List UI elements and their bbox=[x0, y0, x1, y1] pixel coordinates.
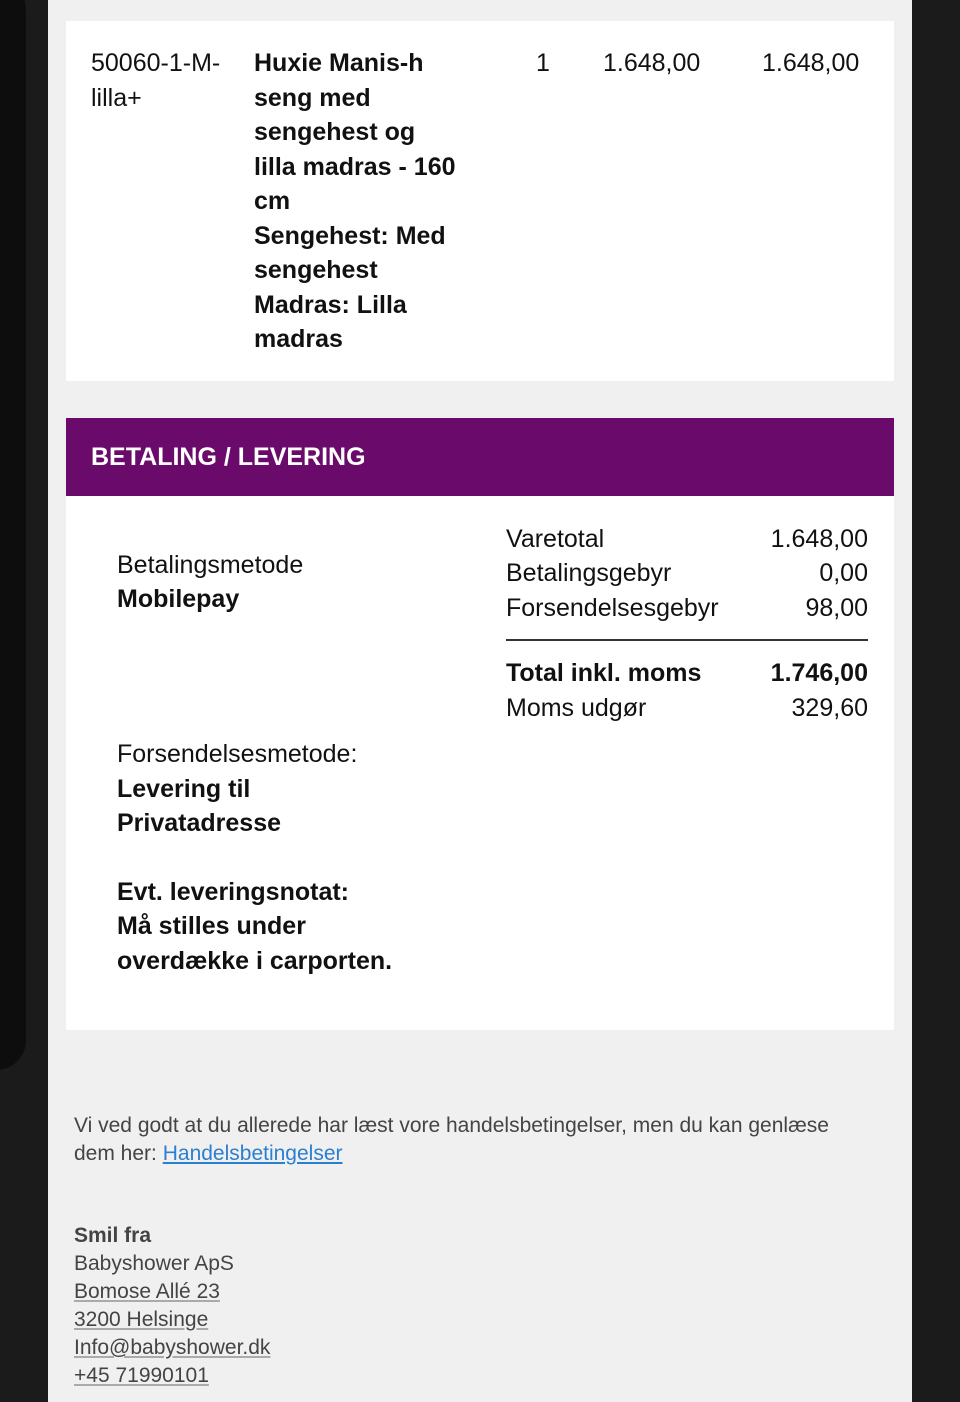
delivery-note-line1: Må stilles under bbox=[117, 912, 306, 940]
label: Forsendelsesgebyr bbox=[506, 594, 719, 622]
shipping-method-line2: Privatadresse bbox=[117, 809, 282, 837]
item-name bbox=[254, 46, 494, 357]
item-sku: 50060-1-M-lilla+ bbox=[91, 49, 221, 112]
item-name-line: Madras: Lilla bbox=[254, 290, 407, 319]
terms-link[interactable]: Handelsbetingelser bbox=[162, 1142, 343, 1165]
label: Total inkl. moms bbox=[506, 659, 702, 687]
payment-method-label: Betalingsmetode bbox=[117, 551, 304, 579]
company-address[interactable]: Bomose Allé 23 bbox=[74, 1280, 220, 1303]
shipping-method-line1: Levering til bbox=[117, 775, 251, 803]
terms-text bbox=[74, 1112, 829, 1168]
item-name-line: Sengehest: Med bbox=[254, 221, 446, 250]
order-line-item bbox=[66, 21, 894, 381]
item-unit-price: 1.648,00 bbox=[603, 49, 701, 77]
value: 1.746,00 bbox=[770, 659, 868, 687]
label: Varetotal bbox=[506, 525, 605, 553]
label: Betalingsgebyr bbox=[506, 559, 672, 587]
item-name-line: sengehest bbox=[254, 256, 378, 284]
value: 0,00 bbox=[819, 559, 868, 587]
greeting: Smil fra bbox=[74, 1224, 152, 1247]
payment-delivery-card bbox=[66, 496, 894, 1030]
item-name-line: sengehest og bbox=[254, 118, 416, 146]
terms-line1: Vi ved godt at du allerede har læst vore handelsbetingelser, men du kan genlæse bbox=[74, 1114, 829, 1137]
item-name-line: Huxie Manis-h bbox=[254, 49, 424, 77]
item-name-line: lilla madras - 160 bbox=[254, 152, 456, 181]
totals-row-vat bbox=[506, 691, 868, 726]
device-edge bbox=[0, 0, 26, 1070]
item-name-line: cm bbox=[254, 187, 291, 215]
payment-method-value: Mobilepay bbox=[117, 585, 240, 613]
signature bbox=[74, 1222, 270, 1390]
totals-divider bbox=[506, 639, 868, 641]
value: 329,60 bbox=[791, 694, 868, 722]
delivery-note-line2: overdække i carporten. bbox=[117, 947, 393, 975]
label: Moms udgør bbox=[506, 694, 647, 722]
totals-row-shipping-fee bbox=[506, 591, 868, 626]
totals-row-grand-total bbox=[506, 656, 868, 691]
item-name-line: madras bbox=[254, 325, 343, 353]
value: 98,00 bbox=[805, 594, 868, 622]
company-name: Babyshower ApS bbox=[74, 1252, 234, 1275]
terms-line2: dem her: bbox=[74, 1142, 157, 1165]
email-body bbox=[48, 0, 912, 1402]
company-city[interactable]: 3200 Helsinge bbox=[74, 1308, 209, 1331]
item-total: 1.648,00 bbox=[762, 49, 860, 77]
item-qty: 1 bbox=[536, 49, 550, 77]
totals-row-subtotal bbox=[506, 522, 868, 557]
item-name-line: seng med bbox=[254, 83, 371, 112]
shipping-method-label: Forsendelsesmetode: bbox=[117, 740, 358, 768]
delivery-note-label: Evt. leveringsnotat: bbox=[117, 878, 349, 906]
section-header: BETALING / LEVERING bbox=[66, 418, 894, 496]
totals-row-payment-fee bbox=[506, 556, 868, 591]
value: 1.648,00 bbox=[770, 525, 868, 553]
company-phone[interactable]: +45 71990101 bbox=[74, 1364, 209, 1387]
company-email[interactable]: Info@babyshower.dk bbox=[74, 1336, 271, 1359]
